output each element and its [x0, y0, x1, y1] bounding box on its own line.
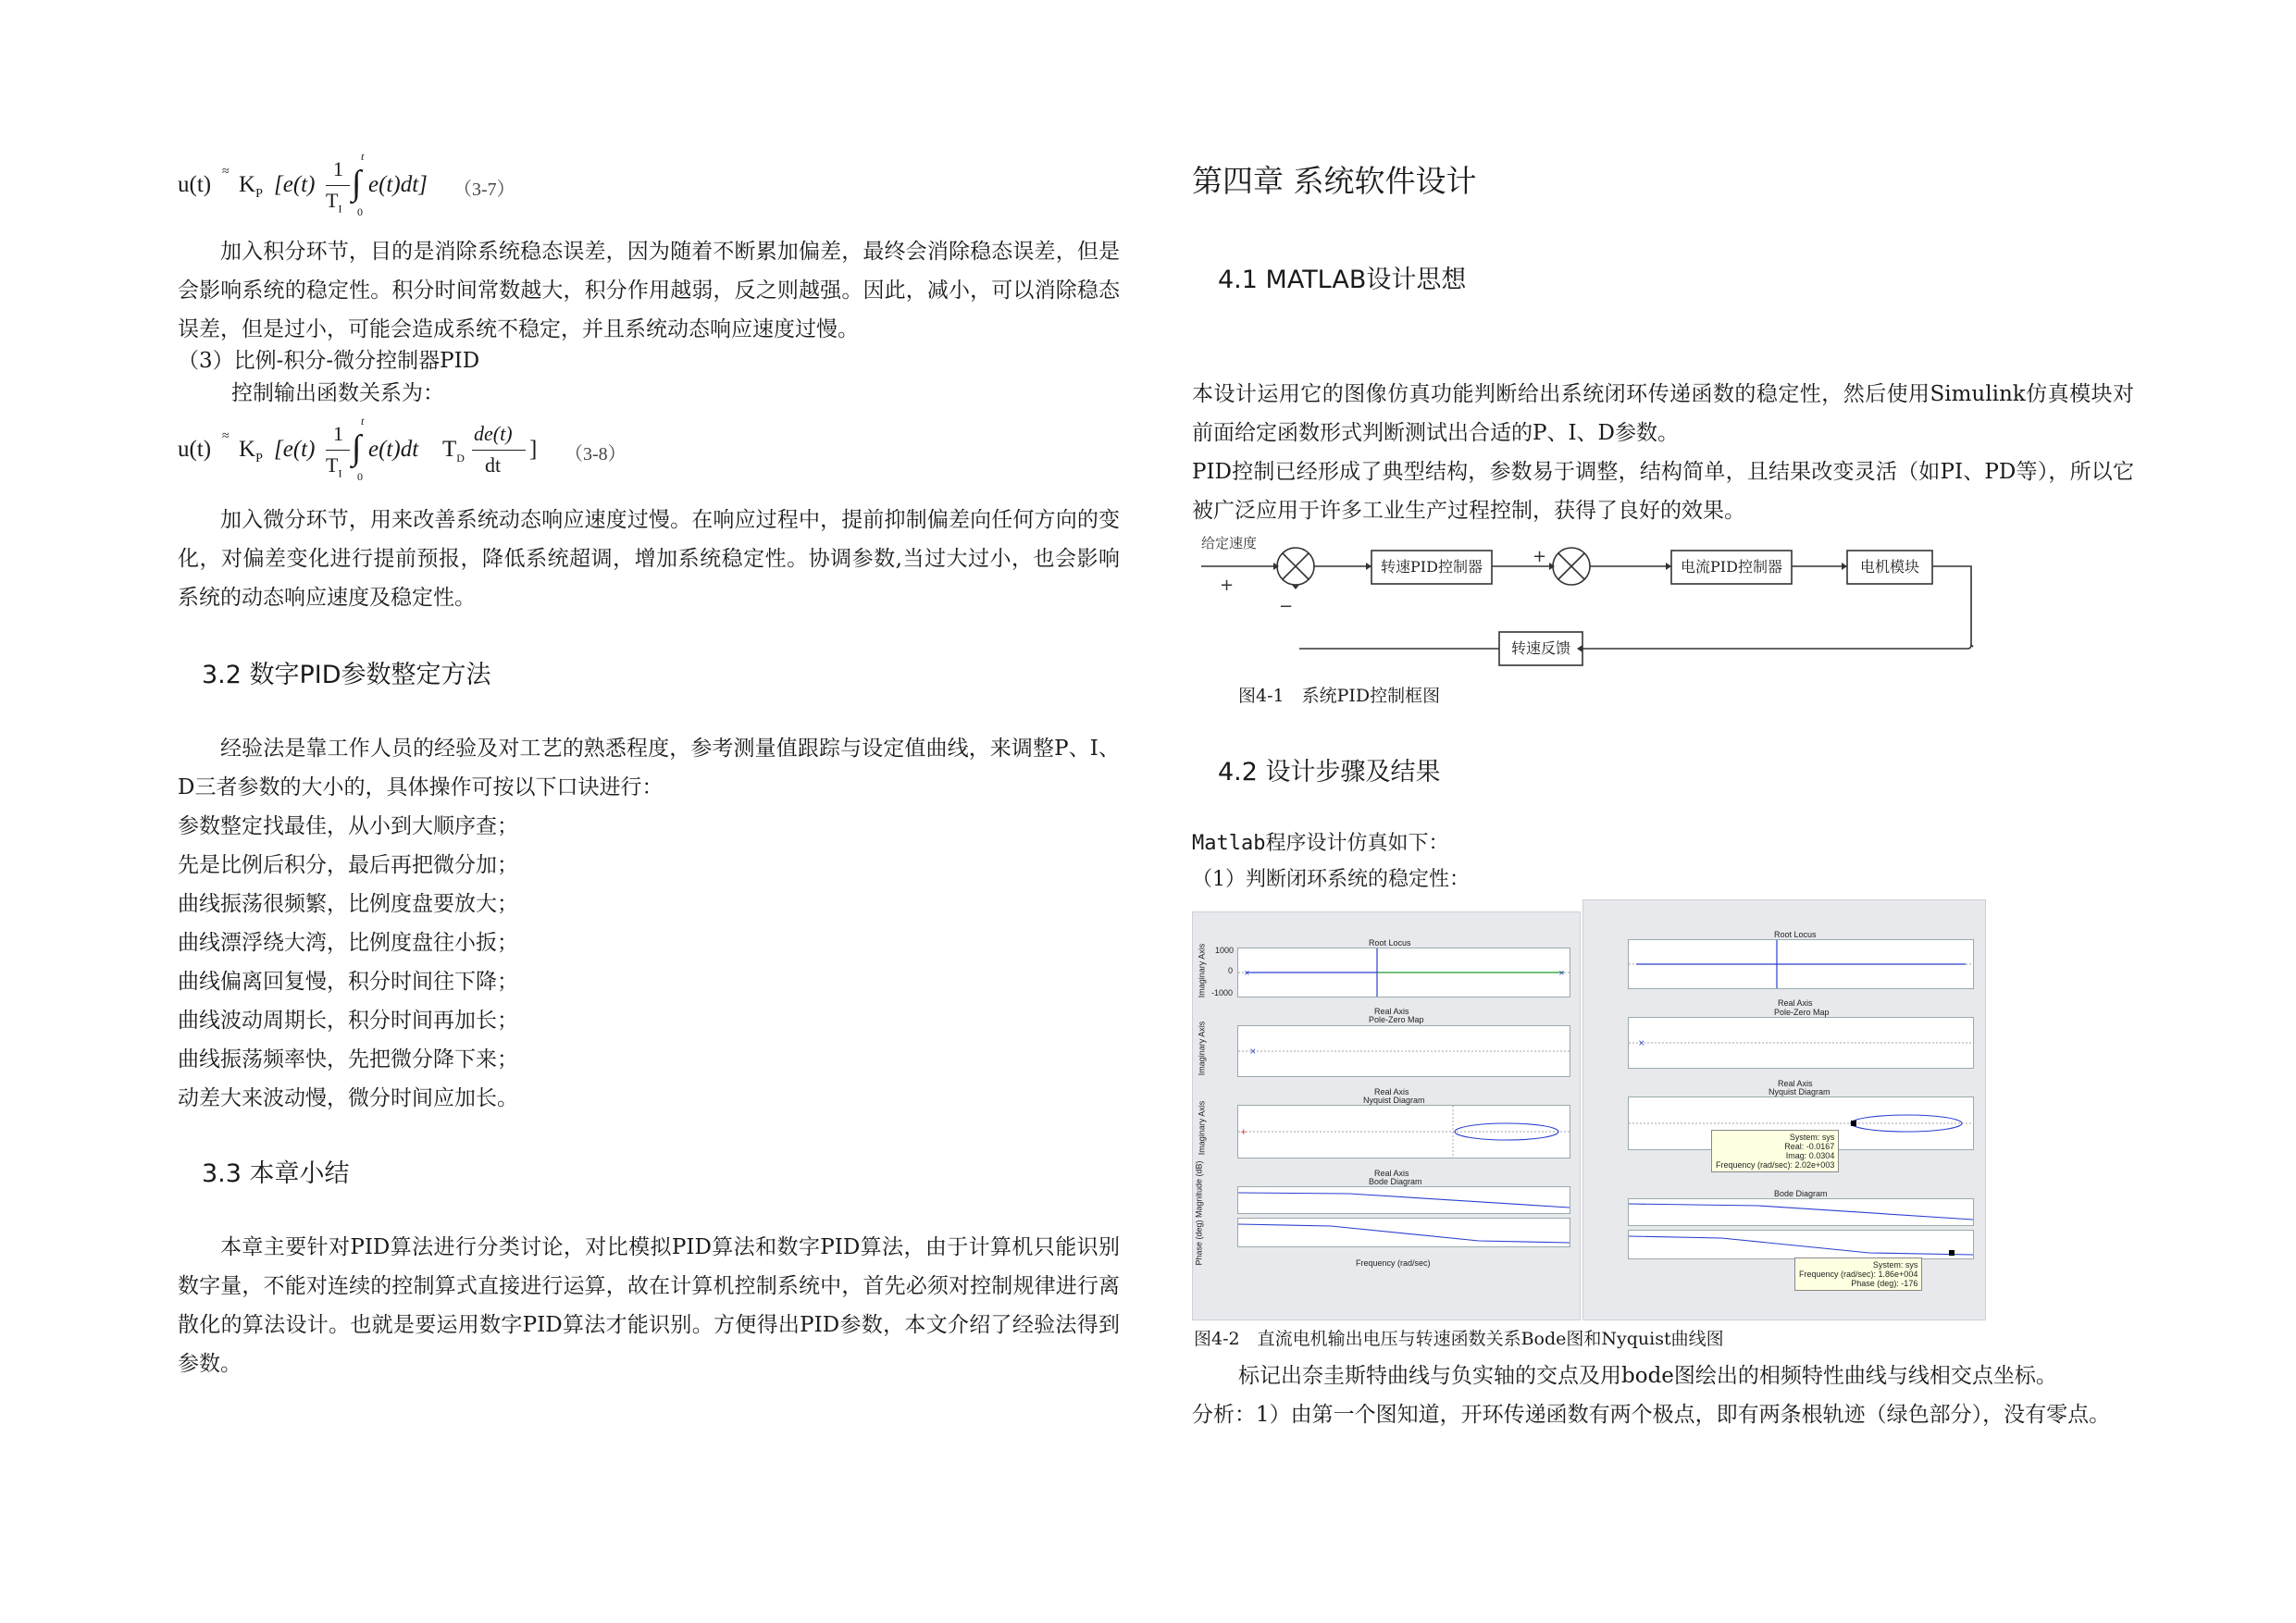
panel-title: Bode Diagram: [1774, 1189, 1828, 1198]
paragraph-4-1a: 本设计运用它的图像仿真功能判断给出系统闭环传递函数的稳定性，然后使用Simulink仿真模块对前面给定函数形式判断测试出合适的P、I、D参数。: [1192, 382, 2134, 445]
x-axis-label: Real Axis: [1374, 1169, 1409, 1178]
item3-title: （3）比例-积分-微分控制器PID: [178, 349, 480, 373]
root-locus-plot: [1628, 939, 1974, 989]
int-upper: t: [361, 415, 365, 427]
deriv-num: de(t): [474, 422, 513, 445]
bode-phase-plot: [1628, 1230, 1974, 1259]
rhyme-line: 曲线振荡很频繁，比例度盘要放大；: [178, 892, 518, 916]
formula-integrand: e(t)dt: [368, 437, 419, 462]
figure-4-2-caption: 图4-2 直流电机输出电压与转速函数关系Bode图和Nyquist曲线图: [1194, 1329, 1724, 1349]
formula-kp: $K_P$: [239, 172, 263, 201]
input-label: 给定速度: [1201, 535, 1258, 551]
section-4-1-heading: 4.1 MATLAB设计思想: [1218, 266, 1467, 294]
rhyme-line: 先是比例后积分，最后再把微分加；: [178, 853, 518, 877]
panel-title: Root Locus: [1369, 938, 1411, 948]
nyquist-datatip: System: sys Real: -0.0167 Imag: 0.0304 Frequency (rad/sec): 2.02e+003: [1711, 1130, 1839, 1172]
formula-integrand: e(t)dt]: [368, 172, 428, 197]
formula-bracket: [e(t): [274, 437, 316, 462]
section-4-2-heading: 4.2 设计步骤及结果: [1218, 758, 1441, 787]
paragraph-integral: 加入积分环节，目的是消除系统稳态误差，因为随着不断累加偏差，最终会消除稳态误差，但是会影响系统的稳定性。积分时间常数越大，积分作用越弱，反之则越强。因此，减小，可以消除稳态误差，但是过小，可能会造成系统不稳定，并且系统动态响应速度过慢。: [178, 240, 1120, 341]
svg-text:×: ×: [1244, 969, 1250, 977]
item3-subtitle: 控制输出函数关系为：: [231, 381, 444, 405]
svg-text:+: +: [1240, 1128, 1247, 1137]
int-lower: 0: [357, 470, 363, 483]
y-axis-label: Imaginary Axis: [1197, 943, 1207, 998]
x-axis-label: Real Axis: [1778, 998, 1813, 1008]
y-axis-label: Phase (deg) Magnitude (dB): [1194, 1160, 1204, 1266]
plus-sign: +: [1533, 547, 1547, 566]
current-pid-block-label: 电流PID控制器: [1681, 558, 1782, 576]
rhyme-list: [178, 807, 518, 1118]
y-axis-label: Imaginary Axis: [1197, 1021, 1207, 1076]
speed-pid-block-label: 转速PID控制器: [1381, 558, 1483, 576]
formula-lhs: u(t): [178, 172, 212, 197]
svg-text:×: ×: [1249, 1047, 1257, 1057]
panel-title: Nyquist Diagram: [1769, 1087, 1831, 1096]
fraction-bar: [326, 450, 350, 451]
feedback-block-label: 转速反馈: [1510, 639, 1571, 657]
int-lower: 0: [357, 205, 363, 218]
formula-tag: （3-8）: [565, 444, 627, 465]
pole-zero-plot: [1628, 1017, 1974, 1069]
chapter-title: 第四章 系统软件设计: [1192, 163, 1477, 199]
motor-block-label: 电机模块: [1859, 558, 1920, 576]
fraction-bar: [472, 450, 526, 451]
formula-bracket-close: ]: [529, 437, 538, 462]
panel-title: Pole-Zero Map: [1774, 1008, 1830, 1017]
step-1-label: （1）判断闭环系统的稳定性：: [1192, 868, 1470, 891]
rhyme-line: 参数整定找最佳，从小到大顺序查；: [178, 814, 518, 838]
nyquist-plot: [1237, 1105, 1570, 1158]
formula-bracket: [e(t): [274, 172, 316, 197]
rhyme-line: 动差大来波动慢，微分时间应加长。: [178, 1086, 518, 1110]
matlab-figure-right: [1582, 899, 1986, 1320]
formula-tag: （3-7）: [453, 180, 515, 200]
svg-text:×: ×: [1638, 1039, 1645, 1048]
rhyme-line: 曲线偏离回复慢，积分时间往下降；: [178, 970, 518, 994]
formula-frac-num: 1: [333, 422, 343, 445]
formula-frac-num: 1: [333, 157, 343, 180]
integral-sign: ∫: [352, 164, 362, 203]
section-3-3-heading: 3.3 本章小结: [202, 1159, 350, 1188]
paragraph-4-2a: 标记出奈圭斯特曲线与负实轴的交点及用bode图绘出的相频特性曲线与线相交点坐标。: [1238, 1364, 2057, 1388]
integral-sign: ∫: [352, 428, 362, 467]
bode-datatip: System: sys Frequency (rad/sec): 1.86e+004 Phase (deg): -176: [1794, 1258, 1922, 1291]
x-axis-label: Real Axis: [1778, 1079, 1813, 1088]
paragraph-4-1b: PID控制已经形成了典型结构，参数易于调整，结构简单，且结果改变灵活（如PI、PD等），所以它被广泛应用于许多工业生产过程控制，获得了良好的效果。: [1192, 460, 2134, 523]
rhyme-line: 曲线漂浮绕大湾，比例度盘往小扳；: [178, 931, 518, 955]
formula-frac-den: $T_I$: [326, 453, 342, 480]
x-axis-label: Real Axis: [1374, 1087, 1409, 1096]
panel-title: Pole-Zero Map: [1369, 1015, 1424, 1024]
y-tick: 0: [1228, 966, 1234, 975]
y-tick: -1000: [1211, 988, 1234, 997]
section-3-2-heading: 3.2 数字PID参数整定方法: [202, 661, 491, 689]
deriv-den: dt: [485, 453, 502, 477]
formula-3-7: [178, 150, 515, 222]
fraction-bar: [326, 185, 350, 186]
minus-sign: −: [1279, 597, 1294, 616]
formula-kp: $K_P$: [239, 437, 263, 465]
plus-sign: +: [1220, 576, 1235, 595]
y-axis-label: Imaginary Axis: [1197, 1100, 1207, 1156]
paragraph-summary: 本章主要针对PID算法进行分类讨论，对比模拟PID算法和数字PID算法，由于计算机只能识别数字量，不能对连续的控制算式直接进行运算，故在计算机控制系统中，首先必须对控制规律进行离散化的算法设计。也就是要运用数字PID算法才能识别。方便得出PID参数，本文介绍了经验法得到参数。: [178, 1235, 1120, 1376]
formula-eq: ≈: [222, 429, 230, 443]
root-locus-plot: [1237, 948, 1570, 997]
x-axis-label: Real Axis: [1374, 1007, 1409, 1016]
int-upper: t: [361, 150, 365, 163]
bode-magnitude-plot: [1237, 1186, 1570, 1214]
formula-eq: ≈: [222, 165, 230, 179]
x-axis-label: Frequency (rad/sec): [1356, 1258, 1431, 1268]
figure-4-1-caption: 图4-1 系统PID控制框图: [1238, 686, 1441, 706]
paragraph-empirical: 经验法是靠工作人员的经验及对工艺的熟悉程度，参考测量值跟踪与设定值曲线，来调整P、I、D三者参数的大小的，具体操作可按以下口诀进行：: [178, 737, 1120, 799]
pid-block-diagram: [1194, 532, 1990, 680]
panel-title: Nyquist Diagram: [1363, 1096, 1425, 1105]
svg-text:×: ×: [1558, 969, 1565, 977]
panel-title: Root Locus: [1774, 930, 1817, 939]
rhyme-line: 曲线振荡频率快，先把微分降下来；: [178, 1047, 518, 1072]
paragraph-derivative: 加入微分环节，用来改善系统动态响应速度过慢。在响应过程中，提前抑制偏差向任何方向的变化，对偏差变化进行提前预报，降低系统超调，增加系统稳定性。协调参数,当过大过小，也会影响系统的动态响应速度及稳定性。: [178, 508, 1120, 610]
matlab-figure-left: [1192, 911, 1581, 1320]
rhyme-line: 曲线波动周期长，积分时间再加长；: [178, 1009, 518, 1033]
paragraph-4-2b: 分析：1）由第一个图知道，开环传递函数有两个极点，即有两条根轨迹（绿色部分），没有零点。: [1192, 1403, 2111, 1427]
formula-3-8: [178, 415, 659, 490]
y-tick: 1000: [1215, 946, 1235, 955]
panel-title: Bode Diagram: [1369, 1177, 1422, 1186]
pole-zero-plot: [1237, 1025, 1570, 1077]
matlab-intro: Matlab程序设计仿真如下：: [1192, 832, 1449, 855]
bode-magnitude-plot: [1628, 1198, 1974, 1226]
formula-lhs: u(t): [178, 437, 212, 462]
formula-td: $T_D$: [442, 437, 465, 465]
formula-frac-den: $T_I$: [326, 189, 342, 216]
bode-phase-plot: [1237, 1218, 1570, 1247]
